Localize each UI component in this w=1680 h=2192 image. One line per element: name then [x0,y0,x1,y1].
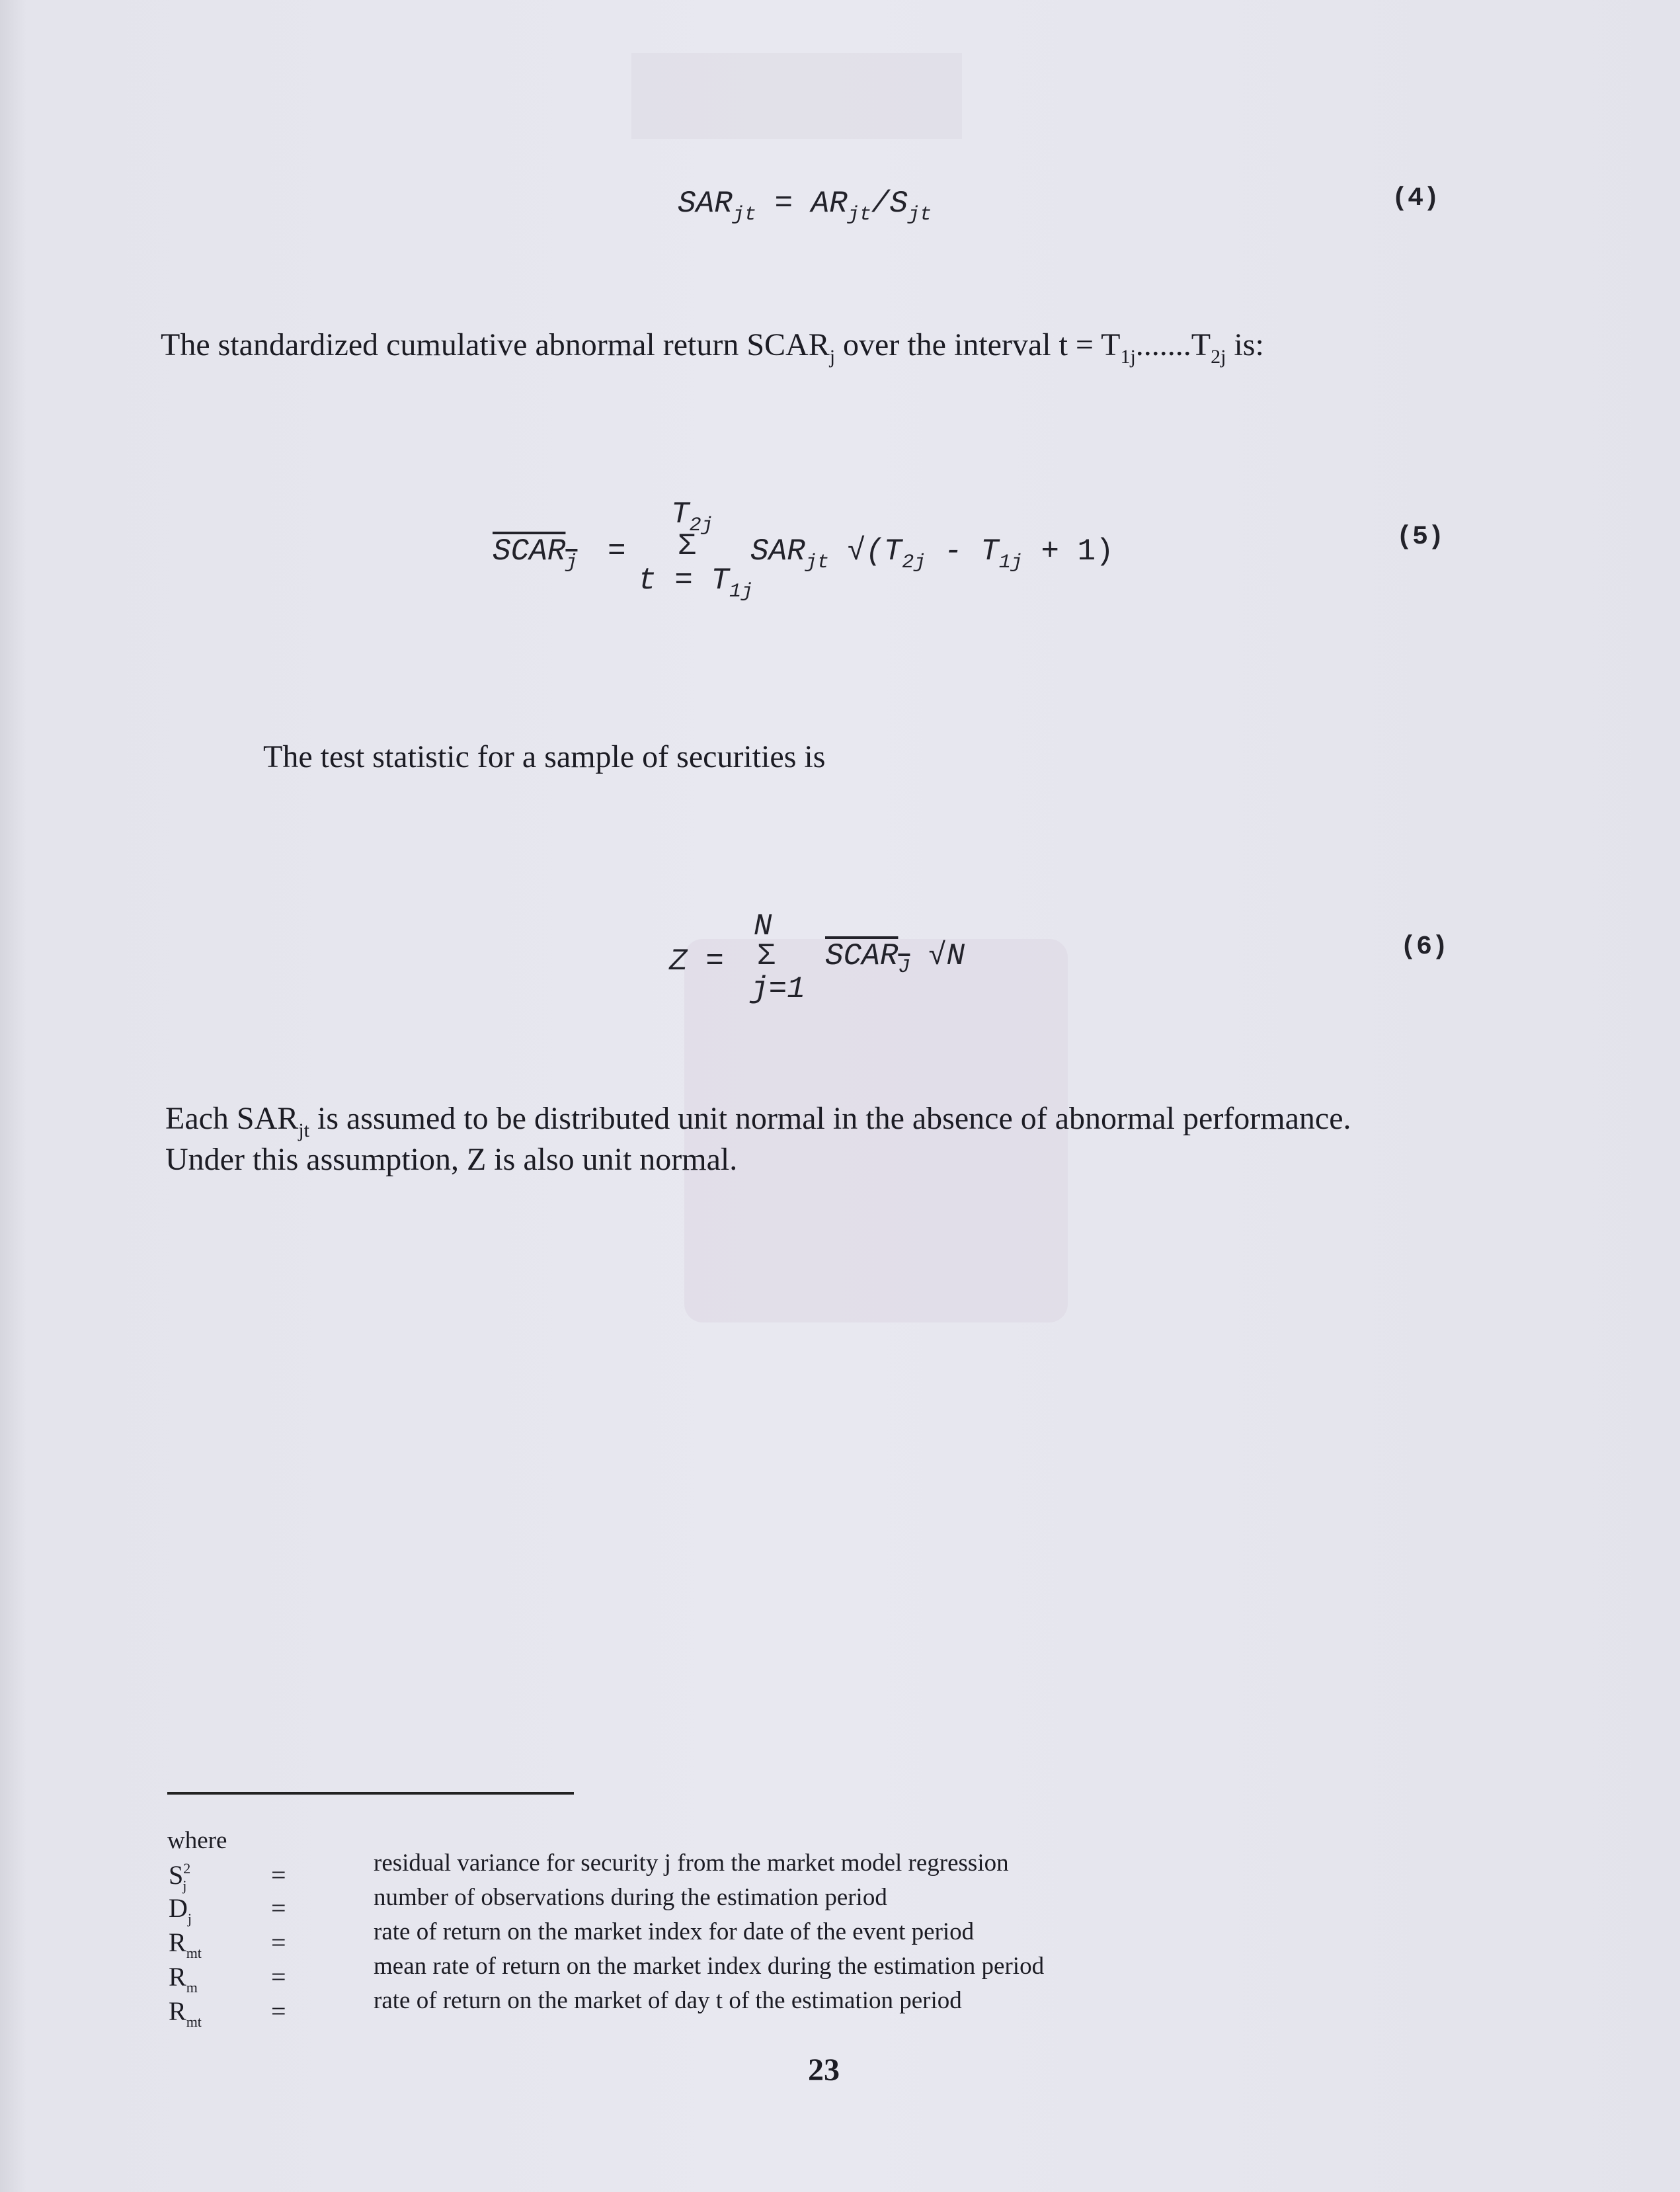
paragraph-scar-definition: The standardized cumulative abnormal return $SCAR_j$ over the interval $t = T_{1j}.......T_{2j}$ is: [161,327,1264,368]
paragraph-test-statistic: The test statistic for a sample of securities is [263,739,826,774]
equation-6-number: (6) [1400,932,1449,962]
equation-6-sigma: Σ [757,939,776,973]
equation-4: $SAR_{jt} = AR_{jt}/S_{jt}$ [678,186,932,226]
paragraph-distribution: Each $SAR_{jt}$ is assumed to be distributed unit normal in the absence of abnormal performance. [165,1101,1351,1141]
equation-4-number: (4) [1392,184,1440,214]
equation-6-term: $SCAR_J$ √N [825,939,965,979]
equation-6-lhs: Z = [669,944,724,979]
page-number: 23 [808,2052,840,2088]
equation-5-sigma: Σ [678,529,696,563]
equation-5-lhs: $SCAR_j$ = [493,534,626,574]
footnote-heading: where [167,1827,227,1854]
equation-5-term: $SAR_{jt}$ $√(T_{2j} - T_{1j} + 1)$ [750,534,1114,574]
show-through-stamp [631,53,962,139]
footnote-rule [167,1792,574,1795]
paragraph-assumption: Under this assumption, Z is also unit normal. [165,1142,738,1177]
equation-5-number: (5) [1396,522,1445,552]
equation-5-upper-limit: $T_{2j}$ [671,497,713,537]
equation-6-lower-limit: j=1 [750,972,805,1006]
equation-6-upper-limit: N [754,909,772,944]
equation-5-lower-limit: $t = T_{1j}$ [638,563,754,603]
